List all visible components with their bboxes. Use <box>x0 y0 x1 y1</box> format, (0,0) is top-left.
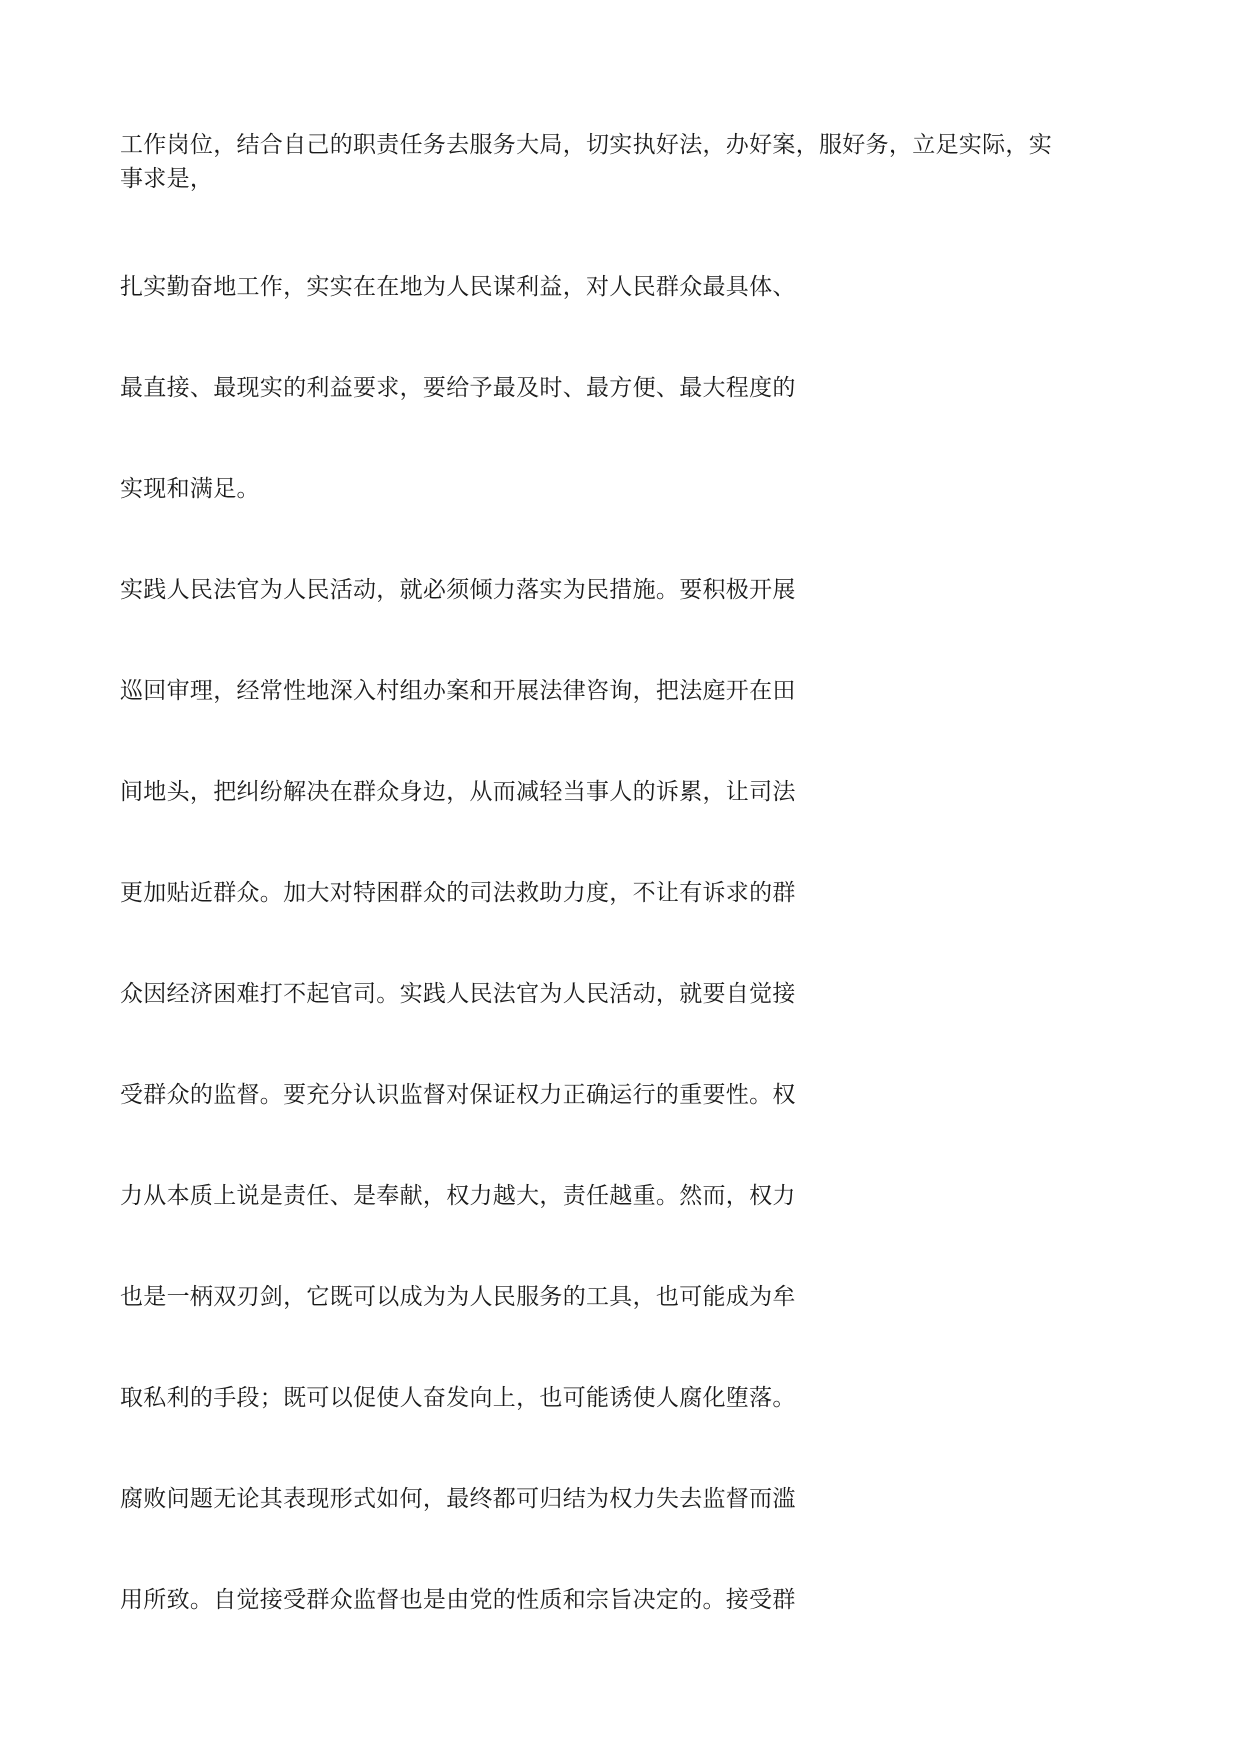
text-line-1: 工作岗位，结合自己的职责任务去服务大局，切实执好法，办好案，服好务，立足实际，实 <box>120 132 1052 158</box>
text-line-10: 众因经济困难打不起官司。实践人民法官为人民活动，就要自觉接 <box>120 981 796 1007</box>
text-line-16: 用所致。自觉接受群众监督也是由党的性质和宗旨决定的。接受群 <box>120 1587 796 1613</box>
text-line-4: 最直接、最现实的利益要求，要给予最及时、最方便、最大程度的 <box>120 375 796 401</box>
text-line-8: 间地头，把纠纷解决在群众身边，从而减轻当事人的诉累，让司法 <box>120 779 796 805</box>
text-line-2: 事求是， <box>120 166 214 192</box>
text-line-14: 取私利的手段；既可以促使人奋发向上，也可能诱使人腐化堕落。 <box>120 1385 796 1411</box>
text-line-12: 力从本质上说是责任、是奉献，权力越大，责任越重。然而，权力 <box>120 1183 796 1209</box>
text-line-6: 实践人民法官为人民活动，就必须倾力落实为民措施。要积极开展 <box>120 577 796 603</box>
text-line-9: 更加贴近群众。加大对特困群众的司法救助力度，不让有诉求的群 <box>120 880 796 906</box>
text-line-11: 受群众的监督。要充分认识监督对保证权力正确运行的重要性。权 <box>120 1082 796 1108</box>
text-line-3: 扎实勤奋地工作，实实在在地为人民谋利益，对人民群众最具体、 <box>120 274 796 300</box>
text-line-13: 也是一柄双刃剑，它既可以成为为人民服务的工具，也可能成为牟 <box>120 1284 796 1310</box>
text-line-15: 腐败问题无论其表现形式如何，最终都可归结为权力失去监督而滥 <box>120 1486 796 1512</box>
text-line-7: 巡回审理，经常性地深入村组办案和开展法律咨询，把法庭开在田 <box>120 678 796 704</box>
text-line-5: 实现和满足。 <box>120 476 260 502</box>
